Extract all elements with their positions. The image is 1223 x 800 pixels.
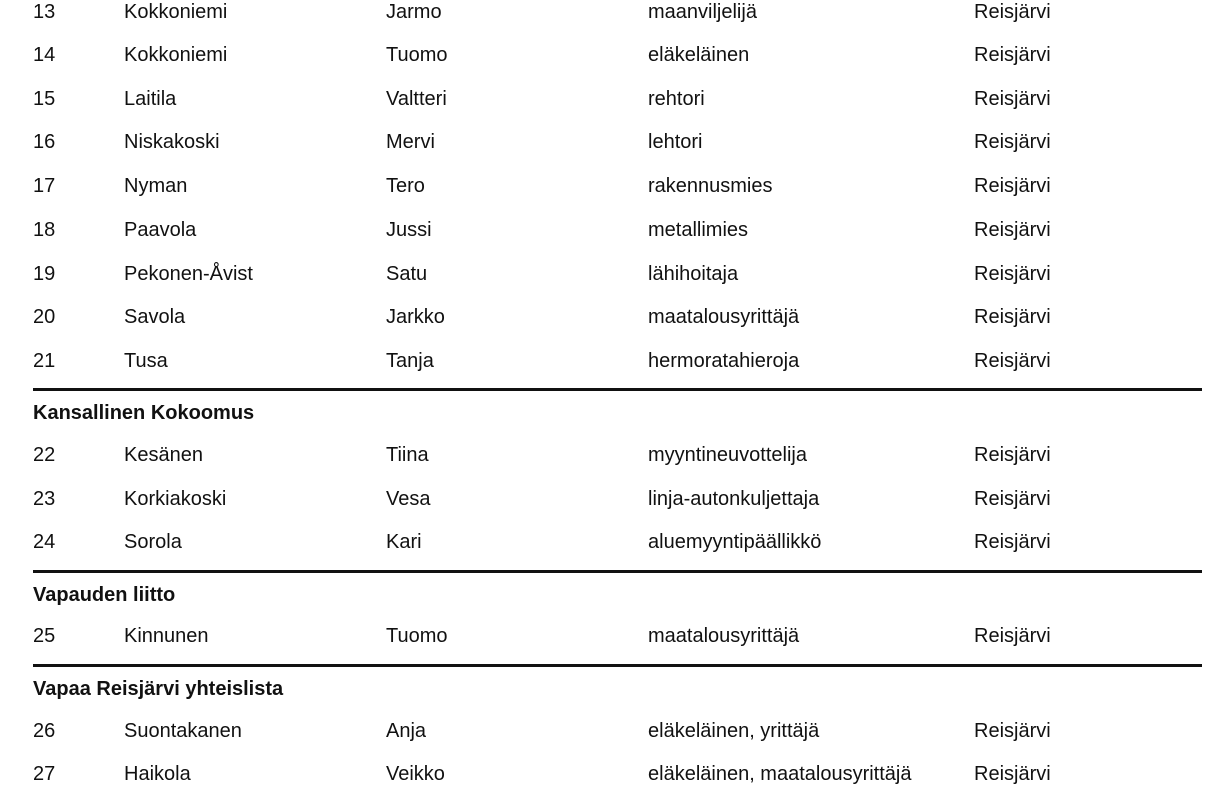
candidate-municipality: Reisjärvi — [974, 531, 1051, 553]
candidate-occupation: linja-autonkuljettaja — [648, 488, 820, 510]
candidate-last-name: Paavola — [124, 219, 197, 241]
candidate-last-name: Kesänen — [124, 444, 203, 466]
candidate-municipality: Reisjärvi — [974, 350, 1051, 372]
candidate-occupation: rakennusmies — [648, 175, 773, 197]
candidate-first-name: Jussi — [386, 219, 432, 241]
candidate-row — [0, 443, 1223, 467]
candidate-occupation: eläkeläinen, yrittäjä — [648, 720, 820, 742]
candidate-municipality: Reisjärvi — [974, 488, 1051, 510]
candidate-occupation: maanviljelijä — [648, 1, 757, 23]
candidate-first-name: Tanja — [386, 350, 434, 372]
candidate-municipality: Reisjärvi — [974, 263, 1051, 285]
candidate-municipality: Reisjärvi — [974, 444, 1051, 466]
candidate-last-name: Nyman — [124, 175, 188, 197]
party-heading: Vapaa Reisjärvi yhteislista — [33, 678, 284, 700]
candidate-first-name: Satu — [386, 263, 428, 285]
candidate-occupation: lähihoitaja — [648, 263, 739, 285]
candidate-number: 26 — [33, 720, 56, 742]
candidate-municipality: Reisjärvi — [974, 44, 1051, 66]
candidate-number: 21 — [33, 350, 56, 372]
candidate-row — [0, 130, 1223, 154]
candidate-number: 14 — [33, 44, 56, 66]
candidate-last-name: Suontakanen — [124, 720, 242, 742]
party-heading: Kansallinen Kokoomus — [33, 402, 255, 424]
candidate-last-name: Tusa — [124, 350, 168, 372]
candidate-last-name: Kinnunen — [124, 625, 209, 647]
candidate-occupation: metallimies — [648, 219, 749, 241]
candidate-number: 23 — [33, 488, 56, 510]
candidate-last-name: Pekonen-Åvist — [124, 263, 253, 285]
section-divider — [33, 570, 1202, 573]
candidate-row — [0, 624, 1223, 648]
candidate-first-name: Vesa — [386, 488, 431, 510]
candidate-occupation: maatalousyrittäjä — [648, 625, 800, 647]
candidate-last-name: Korkiakoski — [124, 488, 227, 510]
candidate-number: 20 — [33, 306, 56, 328]
section-divider — [33, 664, 1202, 667]
candidate-row — [0, 0, 1223, 24]
candidate-municipality: Reisjärvi — [974, 175, 1051, 197]
candidate-last-name: Savola — [124, 306, 186, 328]
candidate-row — [0, 305, 1223, 329]
candidate-row — [0, 719, 1223, 743]
candidate-municipality: Reisjärvi — [974, 763, 1051, 785]
candidate-first-name: Tero — [386, 175, 425, 197]
candidate-row — [0, 174, 1223, 198]
candidate-first-name: Tiina — [386, 444, 429, 466]
candidate-last-name: Laitila — [124, 88, 177, 110]
candidate-first-name: Kari — [386, 531, 422, 553]
candidate-row — [0, 218, 1223, 242]
candidate-number: 13 — [33, 1, 56, 23]
candidate-number: 17 — [33, 175, 56, 197]
candidate-row — [0, 487, 1223, 511]
candidate-last-name: Niskakoski — [124, 131, 220, 153]
candidate-row — [0, 762, 1223, 786]
candidate-first-name: Mervi — [386, 131, 435, 153]
candidate-last-name: Kokkoniemi — [124, 1, 228, 23]
candidate-number: 22 — [33, 444, 56, 466]
candidate-municipality: Reisjärvi — [974, 306, 1051, 328]
candidate-municipality: Reisjärvi — [974, 88, 1051, 110]
candidate-occupation: aluemyyntipäällikkö — [648, 531, 822, 553]
candidate-first-name: Jarmo — [386, 1, 442, 23]
candidate-number: 16 — [33, 131, 56, 153]
candidate-occupation: eläkeläinen, maatalousyrittäjä — [648, 763, 912, 785]
candidate-number: 24 — [33, 531, 56, 553]
candidate-row — [0, 87, 1223, 111]
candidate-first-name: Tuomo — [386, 625, 448, 647]
candidate-municipality: Reisjärvi — [974, 131, 1051, 153]
candidate-municipality: Reisjärvi — [974, 1, 1051, 23]
candidate-occupation: maatalousyrittäjä — [648, 306, 800, 328]
candidate-first-name: Anja — [386, 720, 427, 742]
candidate-last-name: Kokkoniemi — [124, 44, 228, 66]
candidate-first-name: Valtteri — [386, 88, 447, 110]
section-divider — [33, 388, 1202, 391]
candidate-number: 19 — [33, 263, 56, 285]
candidate-occupation: hermoratahieroja — [648, 350, 800, 372]
candidate-occupation: eläkeläinen — [648, 44, 750, 66]
candidate-municipality: Reisjärvi — [974, 720, 1051, 742]
candidate-number: 25 — [33, 625, 56, 647]
candidate-row — [0, 262, 1223, 286]
candidate-first-name: Tuomo — [386, 44, 448, 66]
candidate-number: 27 — [33, 763, 56, 785]
candidate-municipality: Reisjärvi — [974, 625, 1051, 647]
candidate-row — [0, 43, 1223, 67]
candidate-row — [0, 530, 1223, 554]
candidate-last-name: Sorola — [124, 531, 182, 553]
candidate-number: 15 — [33, 88, 56, 110]
candidate-first-name: Jarkko — [386, 306, 445, 328]
candidate-last-name: Haikola — [124, 763, 191, 785]
candidate-number: 18 — [33, 219, 56, 241]
candidate-occupation: myyntineuvottelija — [648, 444, 807, 466]
candidate-row — [0, 349, 1223, 373]
party-heading: Vapauden liitto — [33, 584, 176, 606]
candidate-occupation: lehtori — [648, 131, 703, 153]
candidate-municipality: Reisjärvi — [974, 219, 1051, 241]
candidate-occupation: rehtori — [648, 88, 705, 110]
candidate-first-name: Veikko — [386, 763, 445, 785]
